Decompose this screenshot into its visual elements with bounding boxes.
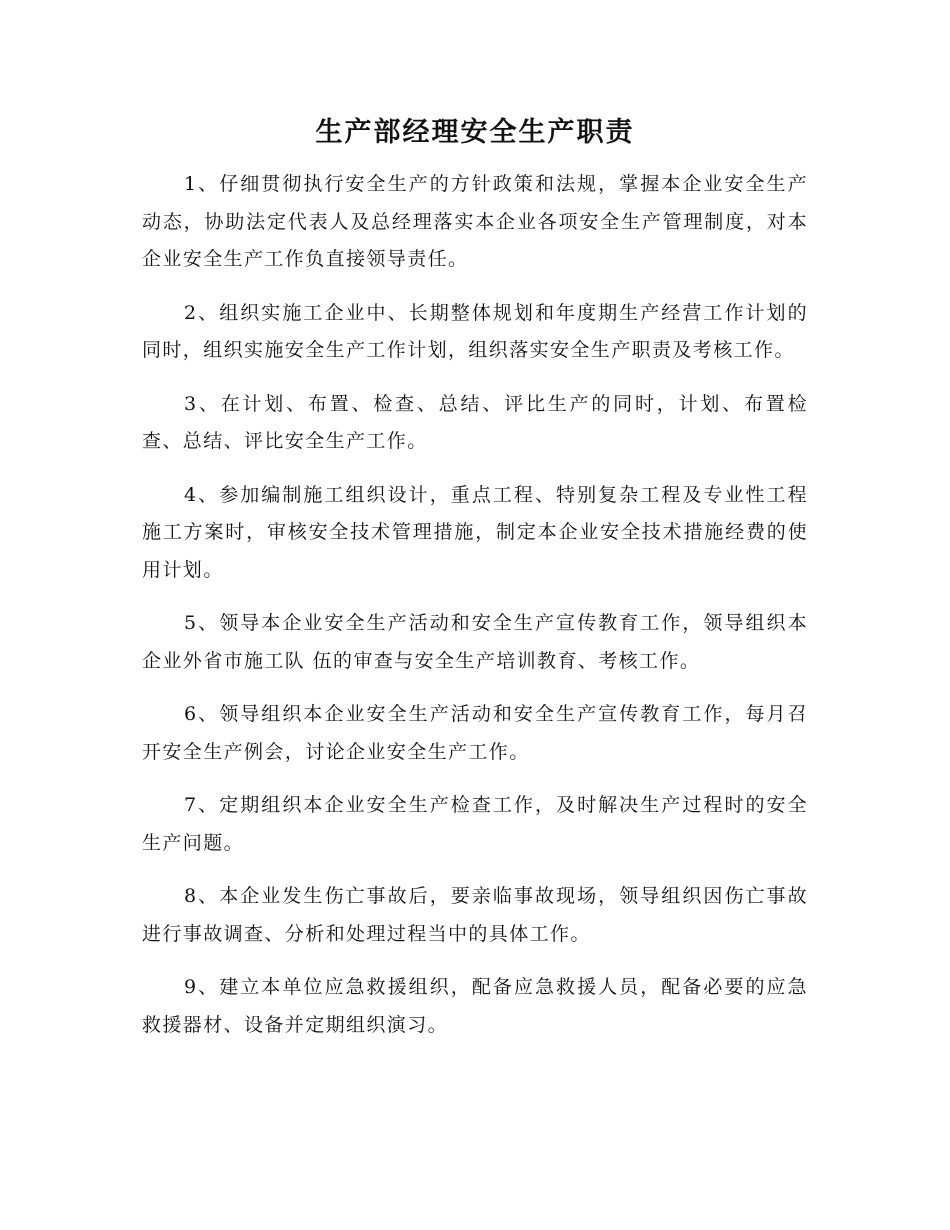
duty-paragraph-8: 8、本企业发生伤亡事故后，要亲临事故现场，领导组织因伤亡事故进行事故调查、分析和处理过程当中的具体工作。 <box>142 885 808 945</box>
duty-paragraph-3: 3、在计划、布置、检查、总结、评比生产的同时，计划、布置检查、总结、评比安全生产工作。 <box>142 392 808 452</box>
duty-paragraph-6: 6、领导组织本企业安全生产活动和安全生产宣传教育工作，每月召开安全生产例会，讨论企业安全生产工作。 <box>142 703 808 763</box>
document-body <box>142 166 808 1060</box>
document-title: 生产部经理安全生产职责 <box>315 117 635 148</box>
duty-paragraph-5: 5、领导本企业安全生产活动和安全生产宣传教育工作，领导组织本企业外省市施工队 伍的审查与安全生产培训教育、考核工作。 <box>142 612 808 672</box>
duty-paragraph-1: 1、仔细贯彻执行安全生产的方针政策和法规，掌握本企业安全生产动态，协助法定代表人及总经理落实本企业各项安全生产管理制度，对本企业安全生产工作负直接领导责任。 <box>142 173 808 270</box>
duty-paragraph-2: 2、组织实施工企业中、长期整体规划和年度期生产经营工作计划的同时，组织实施安全生产工作计划，组织落实安全生产职责及考核工作。 <box>142 301 808 361</box>
duty-paragraph-4: 4、参加编制施工组织设计，重点工程、特别复杂工程及专业性工程施工方案时，审核安全技术管理措施，制定本企业安全技术措施经费的使用计划。 <box>142 483 808 581</box>
duty-paragraph-9: 9、建立本单位应急救援组织，配备应急救援人员，配备必要的应急救援器材、设备并定期组织演习。 <box>142 976 808 1036</box>
duty-paragraph-7: 7、定期组织本企业安全生产检查工作，及时解决生产过程时的安全生产问题。 <box>142 794 808 854</box>
